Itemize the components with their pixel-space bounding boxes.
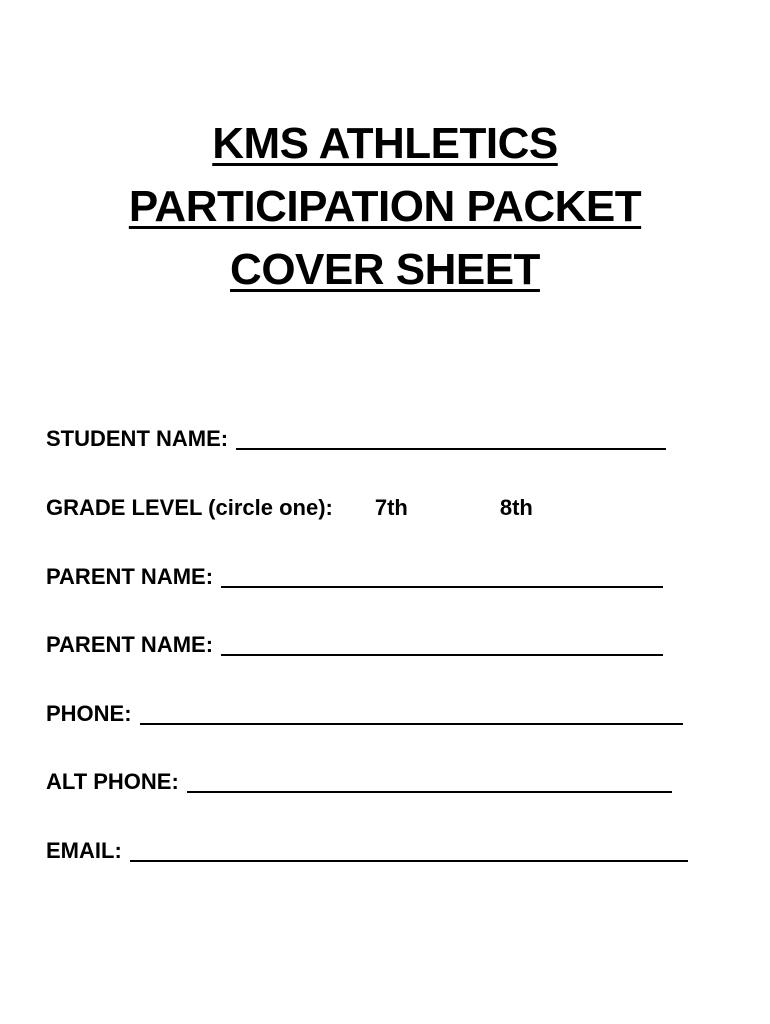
title-line-3: [0, 238, 770, 301]
email-field[interactable]: [130, 838, 688, 862]
grade-level-label: GRADE LEVEL (circle one):: [46, 495, 333, 520]
email-row: [46, 838, 688, 864]
phone-field[interactable]: [140, 701, 683, 725]
title-text-1: KMS ATHLETICS: [212, 119, 558, 168]
title-text-2: PARTICIPATION PACKET: [128, 182, 642, 231]
email-label: EMAIL:: [46, 838, 122, 863]
grade-option-8th[interactable]: 8th: [499, 495, 533, 520]
parent-name-1-label: PARENT NAME:: [46, 564, 214, 589]
student-name-field[interactable]: [236, 426, 666, 450]
parent-name-2-row: [46, 632, 663, 658]
page-title: [0, 112, 770, 301]
parent-name-2-label: PARENT NAME:: [46, 632, 214, 657]
title-text-3: COVER SHEET: [230, 245, 540, 294]
parent-name-2-field[interactable]: [221, 632, 663, 656]
grade-level-row: [46, 495, 533, 521]
title-line-2: [0, 175, 770, 238]
alt-phone-row: [46, 769, 672, 795]
grade-option-7th[interactable]: 7th: [374, 495, 408, 520]
alt-phone-field[interactable]: [187, 769, 672, 793]
phone-row: [46, 701, 683, 727]
title-line-1: [0, 112, 770, 175]
alt-phone-label: ALT PHONE:: [46, 769, 179, 794]
student-name-label: STUDENT NAME:: [46, 426, 229, 451]
parent-name-1-field[interactable]: [221, 564, 663, 588]
phone-label: PHONE:: [46, 701, 132, 726]
student-name-row: [46, 426, 666, 452]
parent-name-1-row: [46, 564, 663, 590]
